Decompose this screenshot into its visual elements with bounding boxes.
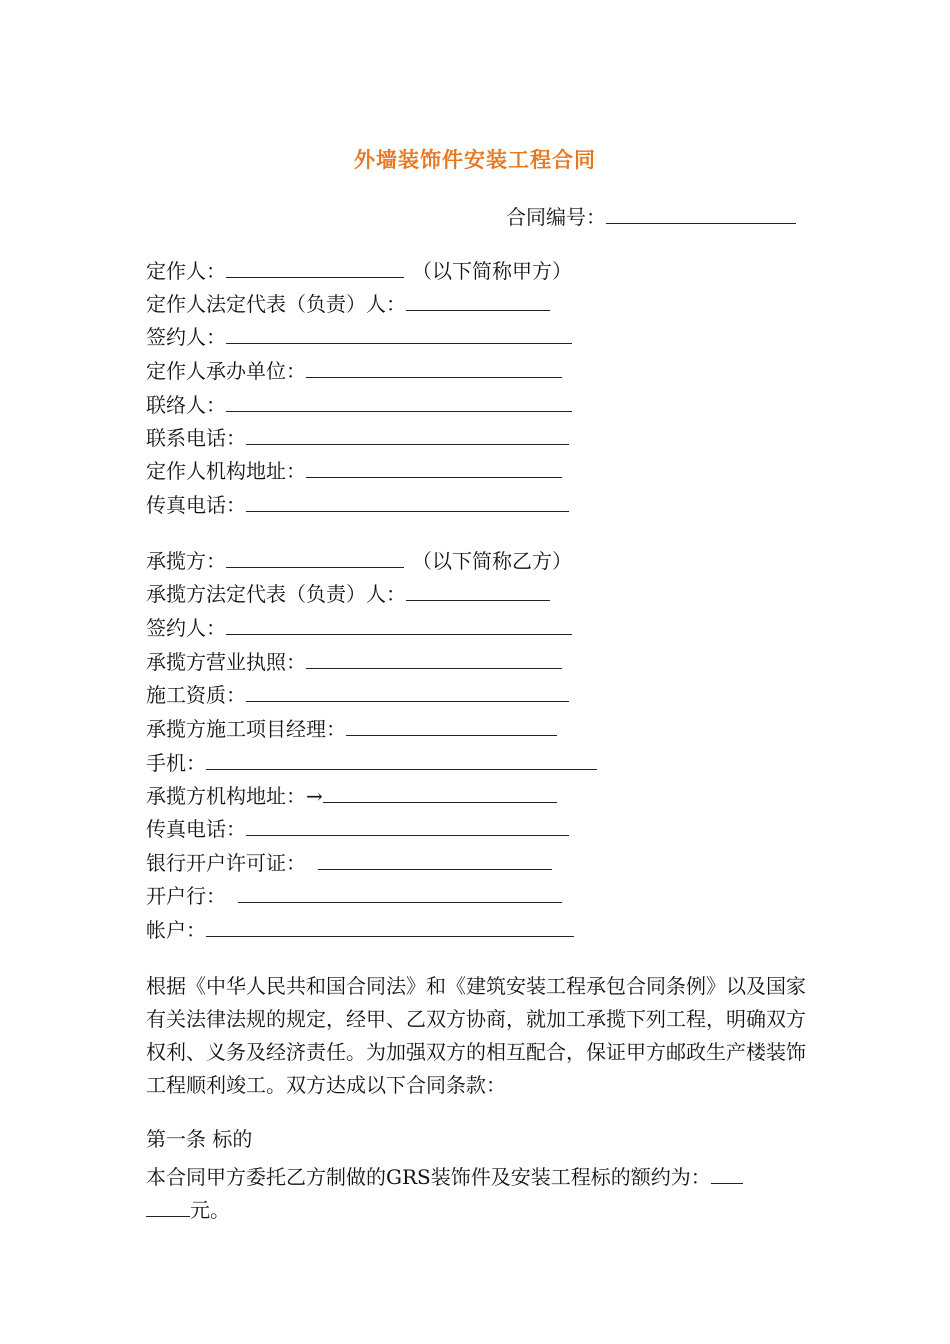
client-legal-rep-row <box>146 290 550 316</box>
client-contact-row <box>146 391 572 417</box>
contractor-account-row <box>146 916 574 942</box>
contractor-pm-label: 承揽方施工项目经理： <box>146 717 346 741</box>
contractor-signatory-row <box>146 614 572 640</box>
client-suffix: （以下简称甲方） <box>412 259 572 283</box>
contractor-signatory-label: 签约人： <box>146 616 226 640</box>
client-address-label: 定作人机构地址： <box>146 459 306 483</box>
client-signatory-label: 签约人： <box>146 325 226 349</box>
contractor-bank-field[interactable] <box>238 882 562 903</box>
client-row <box>146 257 572 283</box>
client-field[interactable] <box>226 257 404 278</box>
contractor-signatory-field[interactable] <box>226 614 572 635</box>
article-1-amount-field-b[interactable] <box>146 1198 190 1217</box>
client-label: 定作人： <box>146 259 226 283</box>
client-phone-field[interactable] <box>246 424 569 445</box>
client-legal-rep-label: 定作人法定代表（负责）人： <box>146 292 406 316</box>
contractor-field[interactable] <box>226 547 404 568</box>
contractor-label: 承揽方： <box>146 549 226 573</box>
article-1-sentence: 本合同甲方委托乙方制做的GRS装饰件及安装工程标的额约为： <box>146 1165 711 1189</box>
contractor-legal-rep-row <box>146 580 550 606</box>
contractor-qualification-row <box>146 681 569 707</box>
contractor-mobile-field[interactable] <box>206 749 597 770</box>
contractor-fax-label: 传真电话： <box>146 817 246 841</box>
contractor-license-field[interactable] <box>306 648 562 669</box>
client-fax-field[interactable] <box>246 491 569 512</box>
contractor-fax-row <box>146 815 569 841</box>
article-1-heading: 第一条 标的 <box>146 1127 253 1151</box>
client-address-row <box>146 457 562 483</box>
contractor-license-label: 承揽方营业执照： <box>146 650 306 674</box>
contractor-license-row <box>146 648 562 674</box>
contractor-pm-field[interactable] <box>346 715 557 736</box>
article-1-text <box>146 1161 806 1227</box>
contractor-row <box>146 547 572 573</box>
client-contact-field[interactable] <box>226 391 572 412</box>
contract-number-field[interactable] <box>606 203 796 224</box>
contractor-bank-permit-label: 银行开户许可证： <box>146 851 306 875</box>
client-signatory-row <box>146 323 572 349</box>
contractor-mobile-row <box>146 749 597 775</box>
client-legal-rep-field[interactable] <box>406 290 550 311</box>
contractor-mobile-label: 手机： <box>146 751 206 775</box>
contractor-bank-row <box>146 882 562 908</box>
contractor-bank-permit-row <box>146 849 552 875</box>
client-address-field[interactable] <box>306 457 562 478</box>
contractor-address-field[interactable] <box>323 782 557 803</box>
client-unit-field[interactable] <box>306 357 562 378</box>
client-fax-row <box>146 491 569 517</box>
client-fax-label: 传真电话： <box>146 493 246 517</box>
contract-title: 外墙装饰件安装工程合同 <box>354 147 596 172</box>
article-1-unit: 元。 <box>190 1198 230 1222</box>
client-unit-label: 定作人承办单位： <box>146 359 306 383</box>
client-phone-row <box>146 424 569 450</box>
client-phone-label: 联系电话： <box>146 426 246 450</box>
preamble-paragraph: 根据《中华人民共和国合同法》和《建筑安装工程承包合同条例》以及国家有关法律法规的规定，经甲、乙双方协商，就加工承揽下列工程，明确双方权利、义务及经济责任。为加强双方的相互配合，保证甲方邮政生产楼装饰工程顺利竣工。双方达成以下合同条款： <box>146 974 806 1097</box>
contractor-account-field[interactable] <box>206 916 574 937</box>
article-1-amount-field-a[interactable] <box>711 1165 743 1184</box>
contractor-suffix: （以下简称乙方） <box>412 549 572 573</box>
contractor-qualification-field[interactable] <box>246 681 569 702</box>
contractor-pm-row <box>146 715 557 741</box>
contractor-legal-rep-field[interactable] <box>406 580 550 601</box>
contractor-qualification-label: 施工资质： <box>146 683 246 707</box>
contractor-account-label: 帐户： <box>146 918 206 942</box>
client-contact-label: 联络人： <box>146 393 226 417</box>
contract-number-row <box>506 201 796 230</box>
contract-number-label: 合同编号： <box>506 205 606 229</box>
contractor-bank-label: 开户行： <box>146 884 226 908</box>
contractor-bank-permit-field[interactable] <box>318 849 552 870</box>
contractor-address-label: 承揽方机构地址：→ <box>146 784 323 808</box>
client-unit-row <box>146 357 562 383</box>
contractor-address-row <box>146 782 557 808</box>
contractor-fax-field[interactable] <box>246 815 569 836</box>
contractor-legal-rep-label: 承揽方法定代表（负责）人： <box>146 582 406 606</box>
client-signatory-field[interactable] <box>226 323 572 344</box>
